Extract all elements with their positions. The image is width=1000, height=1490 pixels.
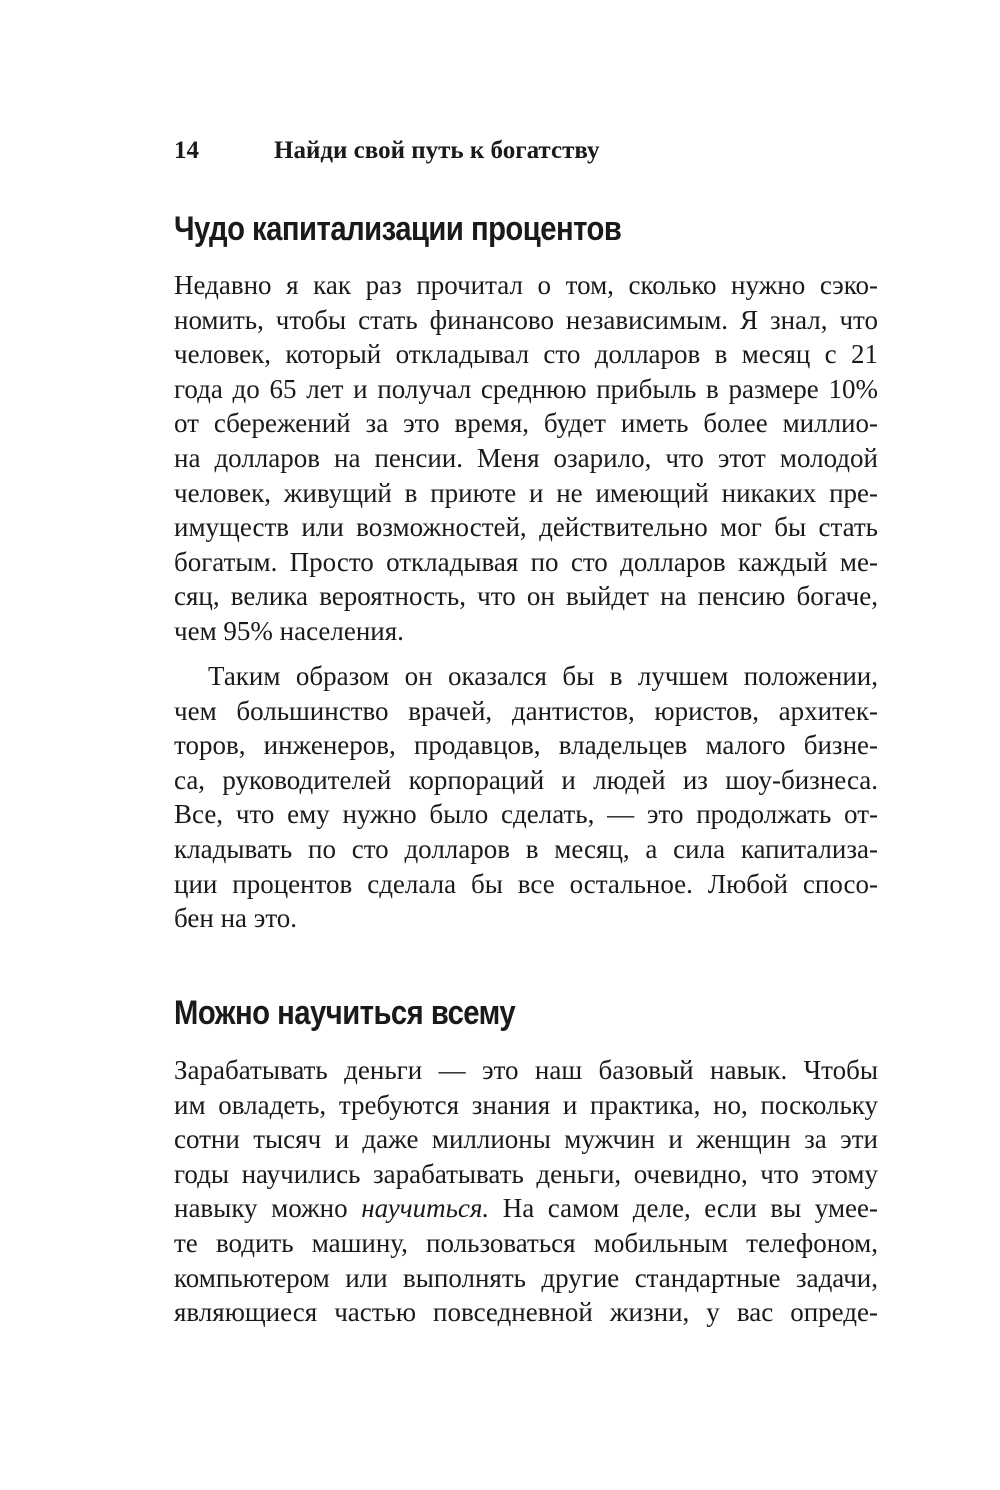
text-line: сяц, велика вероятность, что он выйдет на пенсию богаче,	[174, 581, 878, 612]
text-line-with-emphasis	[174, 1191, 878, 1226]
text-fragment: навыку можно	[174, 1193, 362, 1224]
paragraph-1	[174, 268, 878, 649]
section-heading-learn-everything: Можно научиться всему	[174, 994, 516, 1032]
text-line: года до 65 лет и получал среднюю прибыль в размере 10%	[174, 373, 878, 404]
text-line: на долларов на пенсии. Меня озарило, что этот молодой	[174, 442, 878, 473]
text-line: те водить машину, пользоваться мобильным телефоном,	[174, 1227, 878, 1258]
text-line: Таким образом он оказался бы в лучшем положении,	[208, 661, 878, 691]
text-line: кладывать по сто долларов в месяц, а сила капитализа-	[174, 833, 878, 864]
text-line: сотни тысяч и даже миллионы мужчин и женщин за эти	[174, 1124, 878, 1155]
emphasized-word: научиться.	[361, 1193, 490, 1224]
text-line: им овладеть, требуются знания и практика, но, поскольку	[174, 1089, 878, 1120]
book-title: Найди свой путь к богатству	[274, 137, 600, 164]
text-line: богатым. Просто откладывая по сто долларов каждый ме-	[174, 546, 878, 577]
text-line: бен на это.	[174, 903, 298, 934]
text-line: Зарабатывать деньги — это наш базовый навык. Чтобы	[174, 1055, 878, 1085]
section-heading-compound-interest: Чудо капитализации процентов	[174, 210, 622, 248]
text-line: человек, который откладывал сто долларов в месяц с 21	[174, 339, 878, 370]
running-head	[174, 134, 878, 174]
text-line: от сбережений за это время, будет иметь более миллио-	[174, 408, 878, 439]
text-line: чем большинство врачей, дантистов, юристов, архитек-	[174, 695, 878, 726]
text-line: компьютером или выполнять другие стандартные задачи,	[174, 1262, 878, 1293]
text-line: имуществ или возможностей, действительно мог бы стать	[174, 512, 878, 543]
paragraph-2	[174, 659, 878, 936]
text-line: Все, что ему нужно было сделать, — это продолжать от-	[174, 799, 878, 830]
page-number: 14	[174, 137, 199, 164]
text-line: номить, чтобы стать финансово независимым. Я знал, что	[174, 304, 878, 335]
text-line: годы научились зарабатывать деньги, очевидно, что этому	[174, 1158, 878, 1189]
text-fragment: На самом деле, если вы умее-	[489, 1193, 878, 1224]
paragraph-3	[174, 1053, 878, 1330]
text-line: са, руководителей корпораций и людей из шоу-бизнеса.	[174, 764, 878, 795]
text-line: человек, живущий в приюте и не имеющий никаких пре-	[174, 477, 878, 508]
text-line: торов, инженеров, продавцов, владельцев малого бизне-	[174, 730, 878, 761]
text-line: чем 95% населения.	[174, 615, 404, 646]
text-line: являющиеся частью повседневной жизни, у вас опреде-	[174, 1297, 878, 1328]
text-line: ции процентов сделала бы все остальное. Любой спосо-	[174, 868, 878, 899]
text-line: Недавно я как раз прочитал о том, сколько нужно сэко-	[174, 270, 878, 300]
